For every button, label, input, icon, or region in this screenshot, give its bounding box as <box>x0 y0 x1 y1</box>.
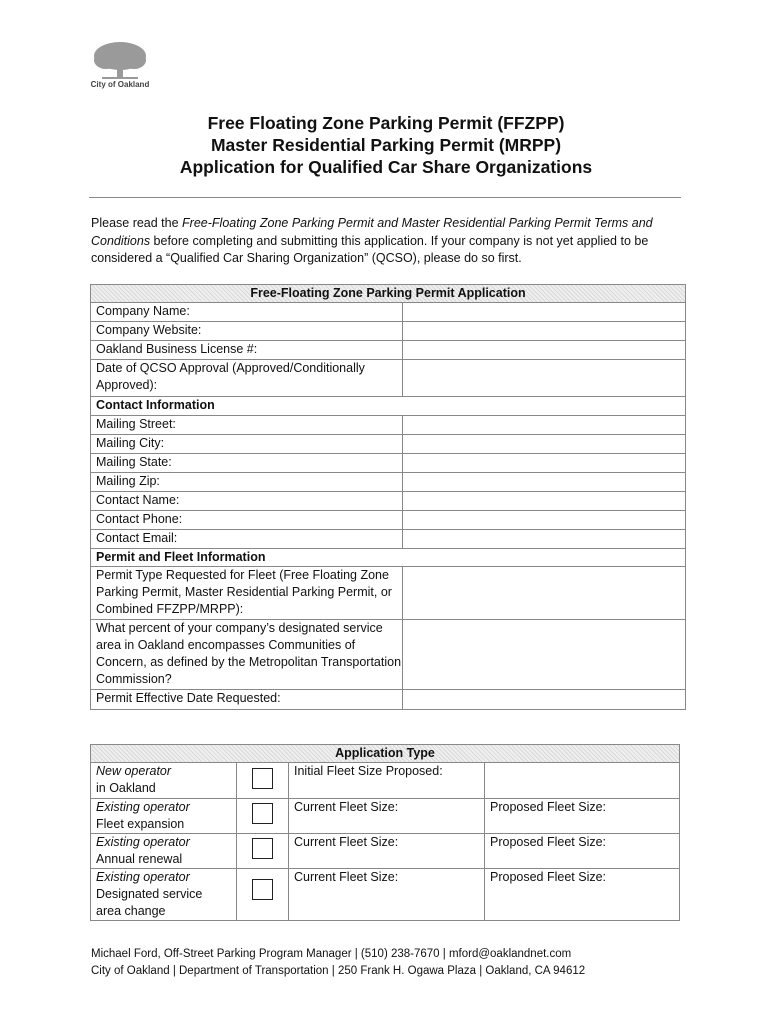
app-type-desc: in Oakland <box>96 781 156 795</box>
fleet-size-right[interactable]: Proposed Fleet Size: <box>485 834 680 869</box>
footer-line-2: City of Oakland | Department of Transportation | 250 Frank H. Ogawa Plaza | Oakland, CA 94612 <box>91 965 586 977</box>
fleet-size-right[interactable]: Proposed Fleet Size: <box>485 799 680 834</box>
permit-type-label: Permit Type Requested for Fleet (Free Floating Zone Parking Permit, Master Residential Parking Permit, or Combined FFZPP/MRPP): <box>91 567 403 620</box>
table-row <box>91 869 680 921</box>
company-name-field[interactable] <box>403 303 686 322</box>
footer-line-1: Michael Ford, Off-Street Parking Program Manager | (510) 238-7670 | mford@oaklandnet.com <box>91 948 572 960</box>
table-row <box>91 834 680 869</box>
communities-of-concern-field[interactable] <box>403 620 686 690</box>
fleet-size-left[interactable]: Current Fleet Size: <box>289 799 485 834</box>
mailing-street-field[interactable] <box>403 416 686 435</box>
contact-name-field[interactable] <box>403 492 686 511</box>
title-line-2: Master Residential Parking Permit (MRPP) <box>210 135 562 155</box>
contact-email-field[interactable] <box>403 530 686 549</box>
permit-info-heading: Permit and Fleet Information <box>91 549 686 567</box>
title-line-3: Application for Qualified Car Share Organizations <box>179 157 593 177</box>
title-divider <box>89 197 681 198</box>
intro-terms-italic: Free-Floating Zone Parking Permit and Master Residential Parking Permit Terms and Conditions <box>91 216 653 248</box>
document-title <box>90 112 682 178</box>
ffz-application-table <box>90 284 686 710</box>
app-type-label: Existing operator <box>96 835 190 849</box>
fleet-expansion-checkbox[interactable] <box>252 803 273 824</box>
permit-type-field[interactable] <box>403 567 686 620</box>
contact-info-heading: Contact Information <box>91 397 686 416</box>
mailing-street-label: Mailing Street: <box>91 416 403 435</box>
mailing-city-field[interactable] <box>403 435 686 454</box>
table-row <box>91 799 680 834</box>
logo-caption: City of Oakland <box>90 80 150 89</box>
fleet-size-left[interactable]: Initial Fleet Size Proposed: <box>289 763 485 799</box>
effective-date-label: Permit Effective Date Requested: <box>91 690 403 710</box>
service-area-change-checkbox[interactable] <box>252 879 273 900</box>
mailing-state-label: Mailing State: <box>91 454 403 473</box>
ffz-table-title: Free-Floating Zone Parking Permit Application <box>91 285 686 303</box>
table-row <box>91 763 680 799</box>
app-type-label: Existing operator <box>96 870 190 884</box>
company-website-label: Company Website: <box>91 322 403 341</box>
title-line-1: Free Floating Zone Parking Permit (FFZPP) <box>207 113 565 133</box>
app-type-desc: Fleet expansion <box>96 817 185 831</box>
annual-renewal-checkbox[interactable] <box>252 838 273 859</box>
application-type-title: Application Type <box>91 745 680 763</box>
mailing-zip-label: Mailing Zip: <box>91 473 403 492</box>
contact-name-label: Contact Name: <box>91 492 403 511</box>
mailing-city-label: Mailing City: <box>91 435 403 454</box>
intro-post: before completing and submitting this application. If your company is not yet applied to be considered a “Qualified Car Sharing Organization” (QCSO), please do so first. <box>91 233 649 265</box>
new-operator-checkbox[interactable] <box>252 768 273 789</box>
app-type-desc: Annual renewal <box>96 852 183 866</box>
qcso-date-label: Date of QCSO Approval (Approved/Conditionally Approved): <box>91 360 403 397</box>
communities-of-concern-label: What percent of your company’s designated service area in Oakland encompasses Communities of Concern, as defined by the Metropolitan Transportation Commission? <box>91 620 403 690</box>
intro-paragraph <box>91 215 681 268</box>
fleet-size-left[interactable]: Current Fleet Size: <box>289 869 485 921</box>
intro-pre: Please read the <box>91 216 183 230</box>
contact-email-label: Contact Email: <box>91 530 403 549</box>
app-type-label: Existing operator <box>96 800 190 814</box>
qcso-date-field[interactable] <box>403 360 686 397</box>
contact-phone-label: Contact Phone: <box>91 511 403 530</box>
footer-contact <box>91 946 585 980</box>
effective-date-field[interactable] <box>403 690 686 710</box>
business-license-field[interactable] <box>403 341 686 360</box>
fleet-size-right[interactable]: Proposed Fleet Size: <box>485 869 680 921</box>
company-website-field[interactable] <box>403 322 686 341</box>
mailing-zip-field[interactable] <box>403 473 686 492</box>
app-type-label: New operator <box>96 764 172 778</box>
app-type-desc: Designated service area change <box>96 887 203 918</box>
mailing-state-field[interactable] <box>403 454 686 473</box>
fleet-size-right[interactable] <box>485 763 680 799</box>
contact-phone-field[interactable] <box>403 511 686 530</box>
business-license-label: Oakland Business License #: <box>91 341 403 360</box>
company-name-label: Company Name: <box>91 303 403 322</box>
application-type-table <box>90 744 680 921</box>
fleet-size-left[interactable]: Current Fleet Size: <box>289 834 485 869</box>
